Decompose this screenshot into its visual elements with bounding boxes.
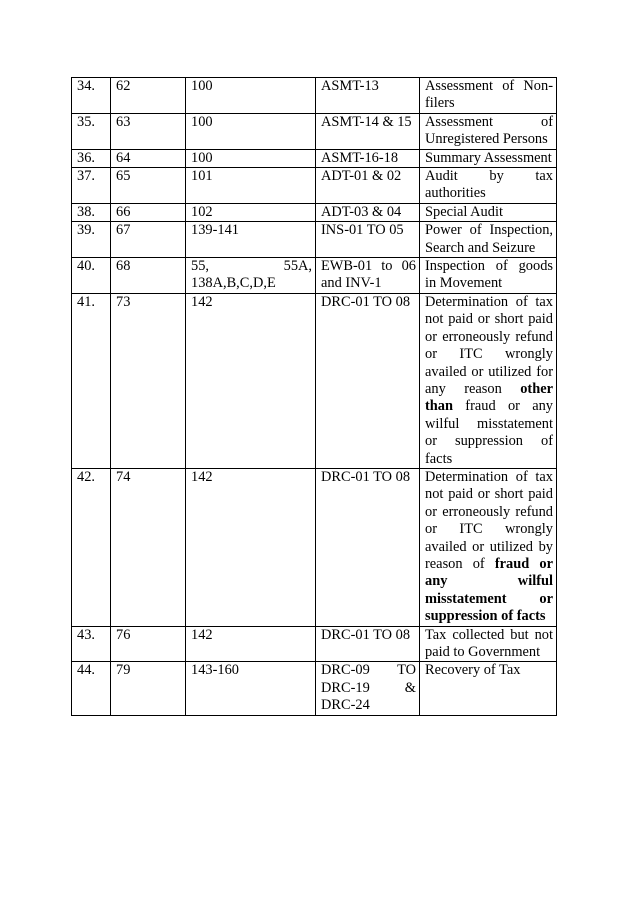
- rule-cell: 73: [111, 293, 186, 468]
- form-cell: ASMT-13: [316, 78, 420, 114]
- table-row: [72, 168, 557, 204]
- form-cell: EWB-01 to 06 and INV-1: [316, 258, 420, 294]
- table-row: [72, 293, 557, 468]
- table-row: [72, 258, 557, 294]
- section-cell: 143-160: [186, 662, 316, 715]
- rule-cell: 74: [111, 468, 186, 626]
- form-cell: DRC-09 TO DRC-19 & DRC-24: [316, 662, 420, 715]
- serial-number-cell: 43.: [72, 626, 111, 662]
- table-row: [72, 78, 557, 114]
- description-emphasis: other than: [425, 380, 553, 415]
- description-text: fraud or any wilful misstatement or suppression of facts: [425, 398, 553, 467]
- description-cell: [420, 293, 557, 468]
- description-cell: Summary Assessment: [420, 149, 557, 167]
- serial-number-cell: 38.: [72, 203, 111, 221]
- form-cell: INS-01 TO 05: [316, 222, 420, 258]
- description-cell: Special Audit: [420, 203, 557, 221]
- provisions-table: [71, 77, 557, 716]
- table-row: [72, 149, 557, 167]
- serial-number-cell: 39.: [72, 222, 111, 258]
- rule-cell: 68: [111, 258, 186, 294]
- rule-cell: 79: [111, 662, 186, 715]
- description-cell: Assessment of Non-filers: [420, 78, 557, 114]
- rule-cell: 63: [111, 113, 186, 149]
- section-cell: 100: [186, 149, 316, 167]
- description-text: Determination of tax not paid or short paid or erroneously refund or ITC wrongly availed or utilized by reason of: [425, 468, 553, 572]
- table-row: [72, 626, 557, 662]
- form-cell: DRC-01 TO 08: [316, 468, 420, 626]
- description-cell: [420, 468, 557, 626]
- table-row: [72, 222, 557, 258]
- section-cell: 100: [186, 78, 316, 114]
- rule-cell: 64: [111, 149, 186, 167]
- serial-number-cell: 37.: [72, 168, 111, 204]
- serial-number-cell: 35.: [72, 113, 111, 149]
- description-cell: Recovery of Tax: [420, 662, 557, 715]
- serial-number-cell: 34.: [72, 78, 111, 114]
- description-cell: Audit by tax authorities: [420, 168, 557, 204]
- serial-number-cell: 40.: [72, 258, 111, 294]
- section-cell: 142: [186, 293, 316, 468]
- section-cell: 101: [186, 168, 316, 204]
- rule-cell: 76: [111, 626, 186, 662]
- form-cell: ASMT-14 & 15: [316, 113, 420, 149]
- description-cell: Power of Inspection, Search and Seizure: [420, 222, 557, 258]
- rule-cell: 62: [111, 78, 186, 114]
- table-row: [72, 203, 557, 221]
- form-cell: DRC-01 TO 08: [316, 293, 420, 468]
- table-row: [72, 662, 557, 715]
- description-text: Determination of tax not paid or short paid or erroneously refund or ITC wrongly availed or utilized for any reason: [425, 293, 553, 397]
- description-cell: Assessment of Unregistered Persons: [420, 113, 557, 149]
- section-cell: 100: [186, 113, 316, 149]
- section-cell: 55, 55A, 138A,B,C,D,E: [186, 258, 316, 294]
- rule-cell: 65: [111, 168, 186, 204]
- table-row: [72, 113, 557, 149]
- section-cell: 142: [186, 468, 316, 626]
- section-cell: 139-141: [186, 222, 316, 258]
- rule-cell: 66: [111, 203, 186, 221]
- rule-cell: 67: [111, 222, 186, 258]
- description-cell: Tax collected but not paid to Government: [420, 626, 557, 662]
- form-cell: ASMT-16-18: [316, 149, 420, 167]
- form-cell: DRC-01 TO 08: [316, 626, 420, 662]
- serial-number-cell: 42.: [72, 468, 111, 626]
- serial-number-cell: 44.: [72, 662, 111, 715]
- description-emphasis: fraud or any wilful misstatement or suppression of facts: [425, 555, 553, 625]
- section-cell: 102: [186, 203, 316, 221]
- serial-number-cell: 36.: [72, 149, 111, 167]
- form-cell: ADT-03 & 04: [316, 203, 420, 221]
- table-row: [72, 468, 557, 626]
- description-cell: Inspection of goods in Movement: [420, 258, 557, 294]
- form-cell: ADT-01 & 02: [316, 168, 420, 204]
- serial-number-cell: 41.: [72, 293, 111, 468]
- section-cell: 142: [186, 626, 316, 662]
